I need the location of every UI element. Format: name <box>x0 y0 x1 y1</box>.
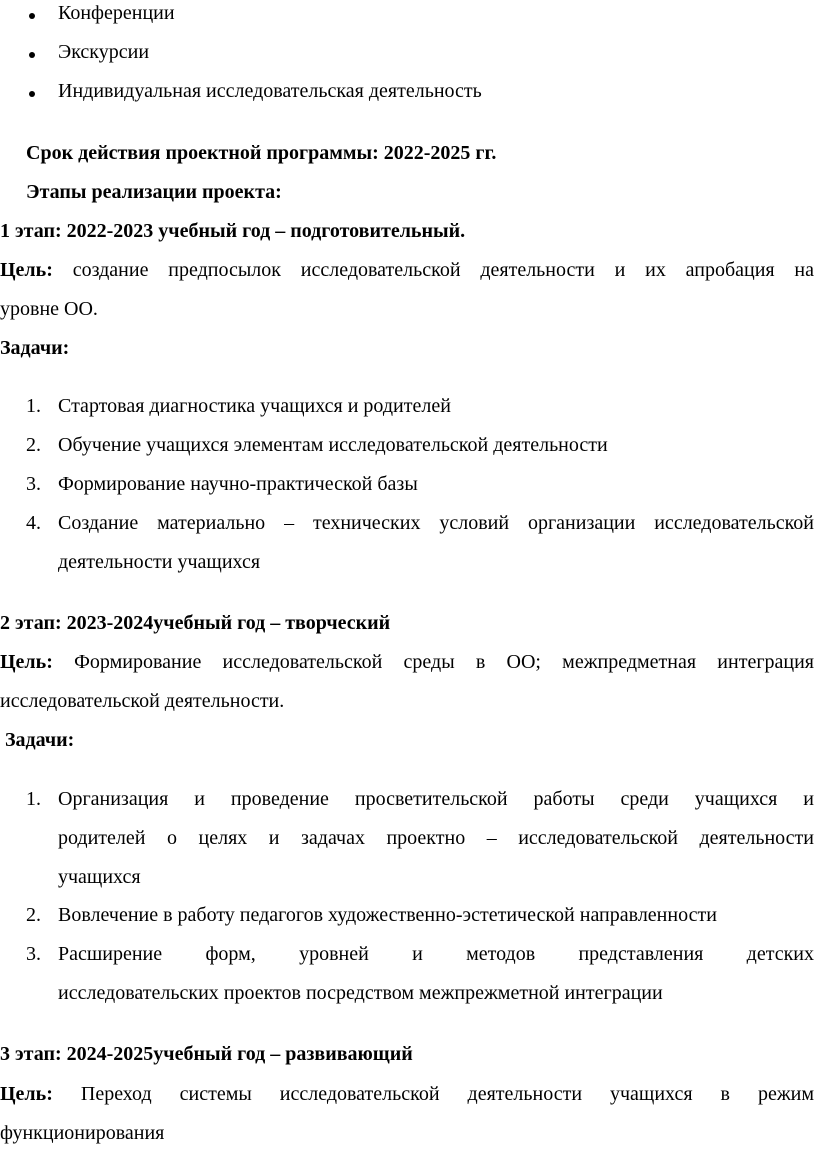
tasks-label: Задачи: <box>0 337 70 359</box>
task-item: Обучение учащихся элементам исследовательской деятельности <box>58 434 608 456</box>
task-item: Создание материально – технических условий организации исследовательской <box>58 512 814 534</box>
task-item-cont: родителей о целях и задачах проектно – исследовательской деятельности <box>58 827 814 849</box>
task-item-cont: учащихся <box>58 866 141 888</box>
list-number: 2. <box>26 434 41 456</box>
tasks-label: Задачи: <box>5 729 75 751</box>
list-number: 1. <box>26 395 41 417</box>
list-item: Экскурсии <box>58 41 150 63</box>
task-item: Расширение форм, уровней и методов представления детских <box>58 943 814 965</box>
program-term: Срок действия проектной программы: 2022-2025 гг. <box>26 142 497 164</box>
stage-goal <box>0 649 814 675</box>
list-number: 1. <box>26 788 41 810</box>
goal-text-cont: исследовательской деятельности. <box>0 690 285 712</box>
goal-label: Цель: <box>0 1083 53 1105</box>
goal-text: создание предпосылок исследовательской деятельности и их апробация на <box>72 259 814 281</box>
list-number: 4. <box>26 512 41 534</box>
bullet-icon <box>29 91 35 97</box>
task-item: Формирование научно-практической базы <box>58 473 418 495</box>
task-item: Организация и проведение просветительской работы среди учащихся и <box>58 788 814 810</box>
task-item: Вовлечение в работу педагогов художественно-эстетической направленности <box>58 904 717 926</box>
bullet-icon <box>29 52 35 58</box>
list-number: 3. <box>26 473 41 495</box>
task-item-cont: исследовательских проектов посредством межпрежметной интеграции <box>58 982 663 1004</box>
list-item: Индивидуальная исследовательская деятельность <box>58 80 482 102</box>
bullet-icon <box>29 13 35 19</box>
stage-goal <box>0 257 814 283</box>
list-number: 2. <box>26 904 41 926</box>
stage-title: 1 этап: 2022-2023 учебный год – подготовительный. <box>0 220 466 242</box>
stages-heading: Этапы реализации проекта: <box>26 181 282 203</box>
goal-text-cont: уровне ОО. <box>0 298 98 320</box>
list-item: Конференции <box>58 2 175 24</box>
goal-text: Формирование исследовательской среды в ОО; межпредметная интеграция <box>74 651 815 673</box>
task-item: Стартовая диагностика учащихся и родителей <box>58 395 451 417</box>
goal-text-cont: функционирования <box>0 1122 165 1144</box>
task-item-cont: деятельности учащихся <box>58 551 261 573</box>
stage-title: 2 этап: 2023-2024учебный год – творческий <box>0 612 391 634</box>
goal-text: Переход системы исследовательской деятельности учащихся в режим <box>80 1083 815 1105</box>
list-number: 3. <box>26 943 41 965</box>
goal-label: Цель: <box>0 259 53 281</box>
stage-title: 3 этап: 2024-2025учебный год – развивающий <box>0 1043 413 1065</box>
stage-goal <box>0 1081 814 1107</box>
goal-label: Цель: <box>0 651 53 673</box>
